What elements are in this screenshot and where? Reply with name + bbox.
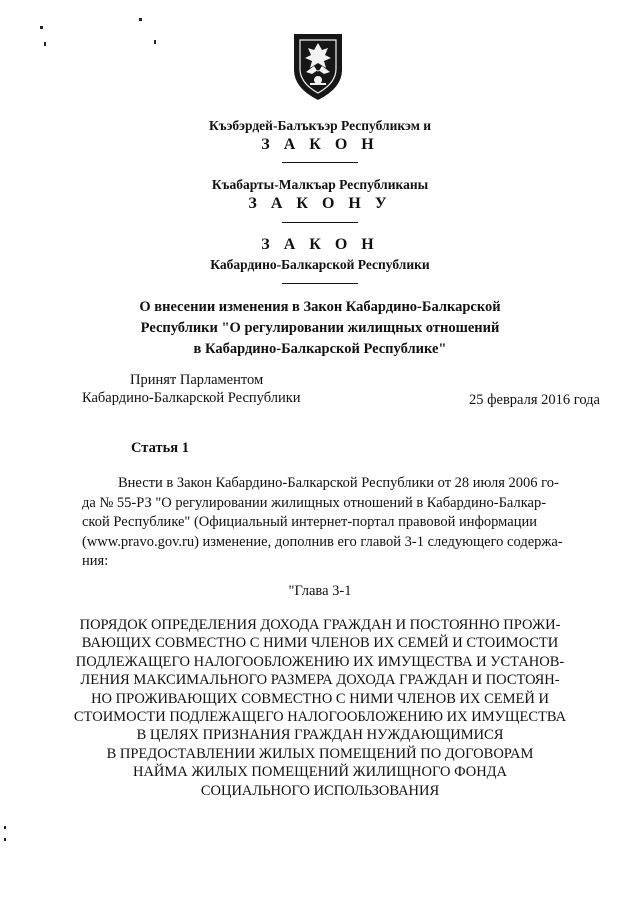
adoption-date: 25 февраля 2016 года <box>468 392 600 408</box>
balkar-header: Къабарты-Малкъар Республиканы <box>211 177 429 192</box>
adopted-by-label: Принят Парламентом <box>130 372 264 388</box>
article-line: да № 55-РЗ "О регулировании жилищных отношений в Кабардино-Балкар- <box>82 494 547 511</box>
chapter-title-line: ПОДЛЕЖАЩЕГО НАЛОГООБЛОЖЕНИЮ ИХ ИМУЩЕСТВА И УСТАНОВ- <box>75 653 565 670</box>
scan-speck <box>154 40 156 44</box>
chapter-number: "Глава 3-1 <box>288 583 352 599</box>
russian-law-title: З А К О Н <box>261 236 379 253</box>
chapter-title-line: НО ПРОЖИВАЮЩИХ СОВМЕСТНО С НИМИ ЧЛЕНОВ ИХ СЕМЕЙ И <box>91 690 549 707</box>
divider <box>282 283 358 284</box>
scan-speck <box>139 18 142 21</box>
coat-of-arms-emblem <box>288 30 348 102</box>
divider <box>282 222 358 223</box>
law-title-line: О внесении изменения в Закон Кабардино-Балкарской <box>139 299 501 315</box>
kabardian-law-title: З А К О Н <box>261 136 379 153</box>
article-body <box>82 474 602 572</box>
scan-speck <box>44 42 46 46</box>
chapter-title-line: ПОРЯДОК ОПРЕДЕЛЕНИЯ ДОХОДА ГРАЖДАН И ПОСТОЯННО ПРОЖИ- <box>79 617 561 633</box>
article-line: ния: <box>82 553 109 569</box>
article-line: Внести в Закон Кабардино-Балкарской Республики от 28 июля 2006 го- <box>118 475 559 491</box>
law-title-line: Республики "О регулировании жилищных отношений <box>140 320 500 336</box>
balkar-law-title: З А К О Н У <box>248 195 392 212</box>
chapter-title-line: СТОИМОСТИ ПОДЛЕЖАЩЕГО НАЛОГООБЛОЖЕНИЮ ИХ ИМУЩЕСТВА <box>73 709 567 726</box>
chapter-title <box>40 616 600 800</box>
chapter-title-line: ВАЮЩИХ СОВМЕСТНО С НИМИ ЧЛЕНОВ ИХ СЕМЕЙ И СТОИМОСТИ <box>81 635 559 652</box>
divider <box>282 162 358 163</box>
scan-speck <box>40 26 43 29</box>
article-heading: Статья 1 <box>131 440 189 456</box>
law-title <box>0 297 640 360</box>
russian-header: Кабардино-Балкарской Республики <box>210 257 430 272</box>
chapter-title-line: СОЦИАЛЬНОГО ИСПОЛЬЗОВАНИЯ <box>200 782 440 799</box>
chapter-title-line: НАЙМА ЖИЛЫХ ПОМЕЩЕНИЙ ЖИЛИЩНОГО ФОНДА <box>132 764 508 781</box>
adopted-by-parliament: Кабардино-Балкарской Республики <box>82 390 301 406</box>
law-title-line: в Кабардино-Балкарской Республике" <box>193 341 447 357</box>
chapter-title-line: ЛЕНИЯ МАКСИМАЛЬНОГО РАЗМЕРА ДОХОДА ГРАЖДАН И ПОСТОЯН- <box>80 672 560 689</box>
kabardian-header: Къэбэрдей-Балъкъэр Республикэм и <box>208 118 432 133</box>
article-line: (www.pravo.gov.ru) изменение, дополнив его главой 3-1 следующего содержа- <box>82 533 563 550</box>
chapter-title-line: В ЦЕЛЯХ ПРИЗНАНИЯ ГРАЖДАН НУЖДАЮЩИМИСЯ <box>136 727 504 744</box>
scan-speck <box>4 826 6 829</box>
scan-speck <box>4 838 6 841</box>
chapter-title-line: В ПРЕДОСТАВЛЕНИИ ЖИЛЫХ ПОМЕЩЕНИЙ ПО ДОГОВОРАМ <box>106 745 534 762</box>
article-line: ской Республике" (Официальный интернет-портал правовой информации <box>82 514 537 530</box>
